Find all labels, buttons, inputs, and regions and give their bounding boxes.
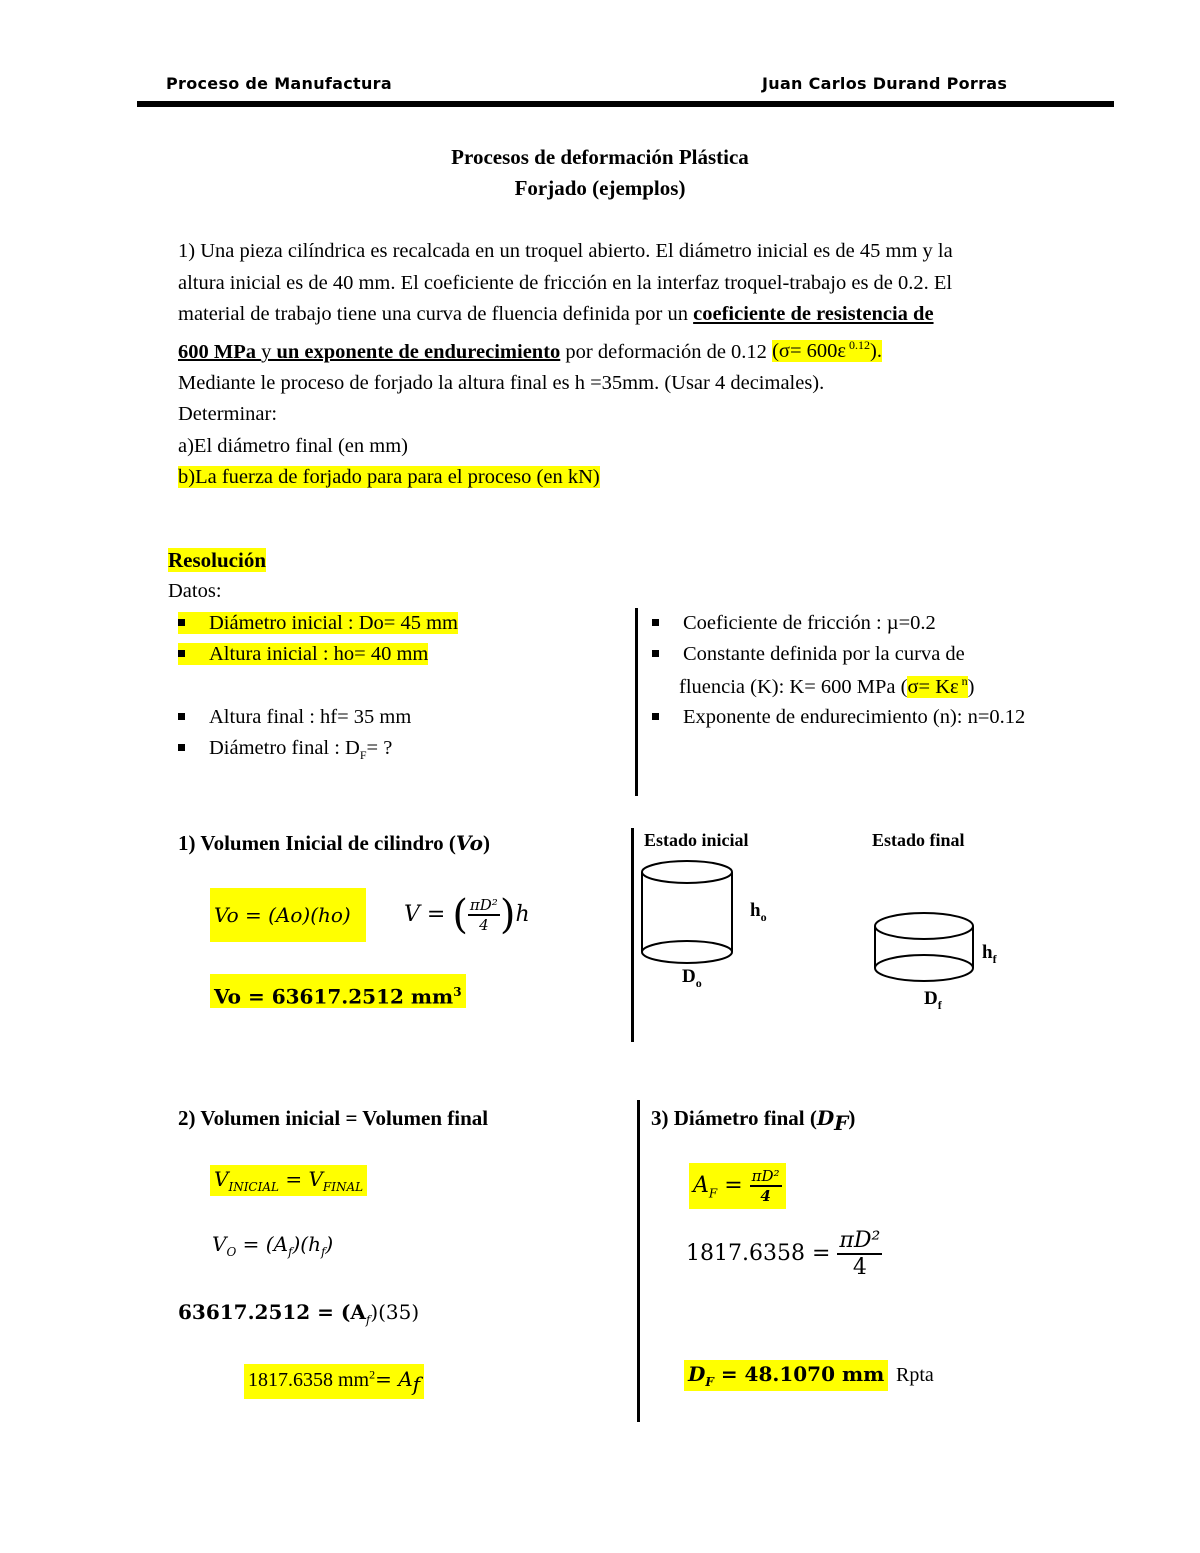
cylinder-final [872, 910, 982, 990]
step3-title: 3) Diámetro final $(D_F)$ [651, 1106, 856, 1136]
problem-line: material de trabajo tiene una curva de fluencia definida por un coeficiente de resistencia de [178, 303, 934, 325]
problem-line: a)El diámetro final (en mm) [178, 434, 408, 457]
problem-line: altura inicial es de 40 mm. El coeficiente de fricción en la interfaz troquel-trabajo es de 0.2. El [178, 271, 953, 294]
header-left: Proceso de Manufactura [166, 74, 392, 93]
problem-text [178, 236, 1078, 494]
datum-item: Diámetro final : $D_F=$ ? [178, 737, 392, 763]
page-title: Procesos de deformación Plástica [451, 145, 749, 169]
cylinder-initial [640, 858, 760, 968]
datum-item: Diámetro inicial : Do= 45 mm [178, 612, 458, 635]
datos-label: Datos: [168, 580, 222, 602]
eq-substitution: $63617.2512 = (A_f)(35)$ [178, 1300, 420, 1327]
eq-af-formula: $A_F$ = $\frac{\text{πD²}}{4}$ [689, 1163, 786, 1209]
eq-volume-formula: V = ( $\frac{\text{πD²}}{4}$ )h [404, 892, 530, 938]
problem-line: 1) Una pieza cilíndrica es recalcada en un troquel abierto. El diámetro inicial es de 45 mm y la [178, 240, 953, 262]
header-right: Juan Carlos Durand Porras [762, 74, 1008, 93]
flow-formula: (σ= 600ε $^{0.12}$). [772, 338, 882, 363]
datum-item: Altura inicial : ho= 40 mm [178, 643, 428, 666]
label-final-state: Estado final [872, 830, 965, 850]
emph-exp: un exponente de endurecimiento [276, 340, 561, 363]
eq-vo-result: Vo = 63617.2512 $mm^3$ [210, 974, 466, 1008]
datum-item: Constante definida por la curva de [652, 643, 965, 666]
label-df: $D_f$ [924, 988, 942, 1012]
problem-line: Determinar: [178, 403, 278, 426]
emph-600: 600 MPa [178, 340, 262, 363]
header-rule [137, 101, 1114, 107]
datum-item: Altura final : hf= 35 mm [178, 706, 411, 729]
eq-vo-af-hf: $V_O = (A_f)(h_f)$ [212, 1232, 334, 1259]
column-divider [637, 1100, 640, 1422]
emph-coef: coeficiente de resistencia de [693, 303, 934, 325]
problem-line: 600 MPa y un exponente de endurecimiento por deformación de 0.12 (σ= 600ε $^{0.12}$). [178, 338, 882, 363]
problem-line: b)La fuerza de forjado para para el proceso (en kN) [178, 466, 600, 489]
label-hf: $h_f$ [982, 942, 997, 966]
label-initial-state: Estado inicial [644, 830, 749, 850]
eq-vo: Vo = (Ao)(ho) [210, 888, 366, 942]
answer-label: Rpta [896, 1364, 934, 1386]
label-d0: $D_o$ [682, 966, 702, 990]
page-subtitle: Forjado (ejemplos) [514, 176, 686, 200]
eq-vinicial-vfinal: $V_{INICIAL} = V_{FINAL}$ [210, 1165, 367, 1196]
datum-item: Exponente de endurecimiento (n): n=0.12 [652, 706, 1025, 729]
column-divider [635, 608, 638, 796]
resolucion-heading: Resolución [168, 548, 267, 572]
eq-df-result: $D_F = 48.1070$ mm [684, 1360, 888, 1391]
problem-line: Mediante le proceso de forjado la altura final es h =35mm. (Usar 4 decimales). [178, 371, 825, 394]
step2-title: 2) Volumen inicial = Volumen final [178, 1106, 489, 1130]
label-h0: $h_o$ [750, 900, 767, 924]
column-divider [631, 828, 634, 1042]
datum-item-cont: fluencia (K): K= 600 MPa (σ= Kε $^n$) [679, 674, 975, 698]
eq-af-result: 1817.6358 $mm^2= A_f$ [244, 1364, 424, 1399]
datum-item: Coeficiente de fricción : µ=0.2 [652, 612, 936, 635]
eq-diameter-solve: 1817.6358 = $\frac{\text{πD²}}{4}$ [686, 1228, 881, 1280]
step1-title: 1) Volumen Inicial de cilindro (Vo) [178, 831, 490, 855]
